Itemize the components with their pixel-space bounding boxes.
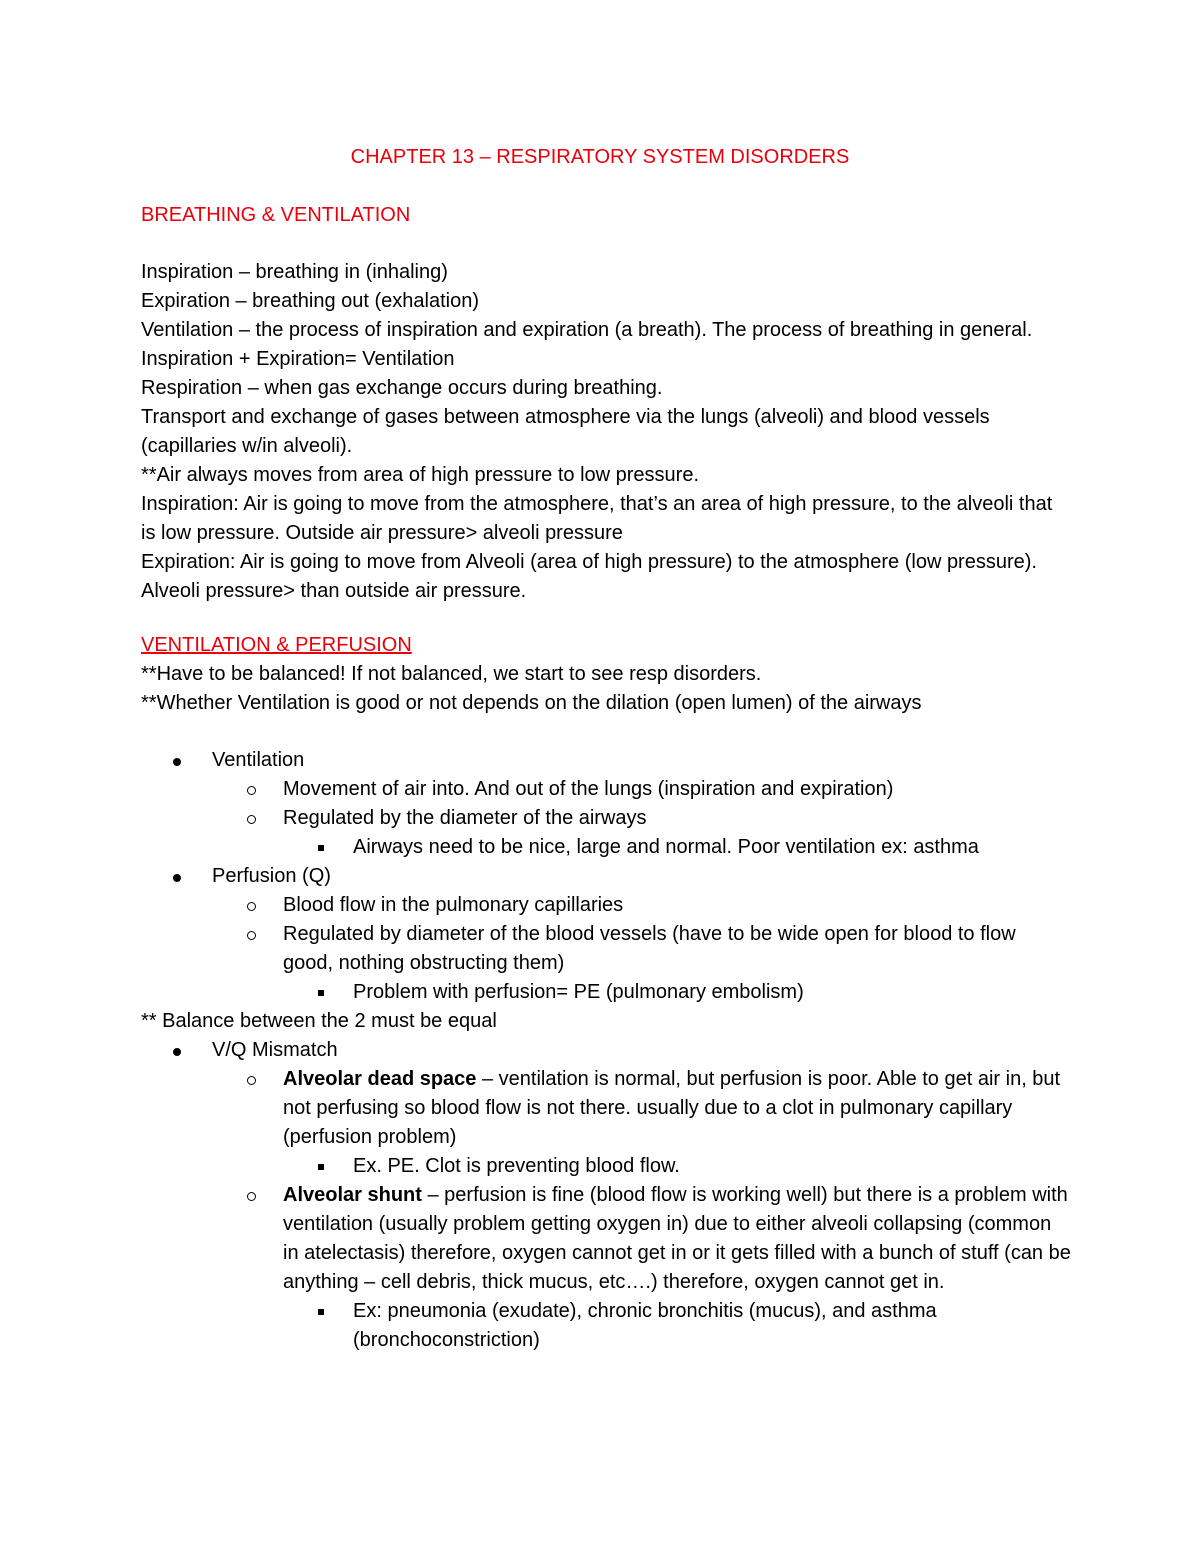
bullet-circle-icon	[247, 804, 256, 833]
note-line: **Whether Ventilation is good or not depends on the dilation (open lumen) of the airways	[141, 692, 922, 714]
definition-line: Transport and exchange of gases between atmosphere via the lungs (alveoli) and blood vessels (capillaries w/in alveoli).	[141, 406, 990, 457]
sub-sub-bullet	[141, 1152, 1071, 1181]
breathing-definitions	[141, 258, 1071, 606]
bullet-ventilation	[141, 746, 1071, 775]
bullet-vq-mismatch	[141, 1036, 1071, 1065]
bullet-square-icon	[318, 978, 324, 1007]
vp-outline	[141, 746, 1071, 1355]
sub-sub-bullet-text: Ex. PE. Clot is preventing blood flow.	[353, 1155, 680, 1177]
bullet-circle-icon	[247, 1181, 256, 1210]
term-shunt: Alveolar shunt	[283, 1184, 422, 1206]
sub-bullet-text: Blood flow in the pulmonary capillaries	[283, 894, 624, 916]
section-vp	[141, 631, 1071, 718]
bullet-perfusion	[141, 862, 1071, 891]
bullet-label: V/Q Mismatch	[212, 1039, 338, 1061]
bullet-dot-icon	[173, 862, 181, 891]
balance-note: ** Balance between the 2 must be equal	[141, 1010, 497, 1032]
sub-sub-bullet-text: Problem with perfusion= PE (pulmonary embolism)	[353, 981, 804, 1003]
sub-bullet-shunt	[141, 1181, 1071, 1297]
term-dead-space: Alveolar dead space	[283, 1068, 477, 1090]
bullet-circle-icon	[247, 1065, 256, 1094]
bullet-square-icon	[318, 1152, 324, 1181]
section-heading-breathing: BREATHING & VENTILATION	[141, 204, 411, 226]
bullet-dot-icon	[173, 1036, 181, 1065]
sub-sub-bullet	[141, 1297, 1071, 1355]
bullet-square-icon	[318, 833, 324, 862]
note-line: **Have to be balanced! If not balanced, we start to see resp disorders.	[141, 663, 762, 685]
sub-sub-bullet-text: Airways need to be nice, large and normal. Poor ventilation ex: asthma	[353, 836, 979, 858]
sub-bullet-text: Movement of air into. And out of the lungs (inspiration and expiration)	[283, 778, 894, 800]
section-breathing	[141, 201, 1071, 230]
sub-sub-bullet	[141, 978, 1071, 1007]
bullet-square-icon	[318, 1297, 324, 1326]
bullet-circle-icon	[247, 891, 256, 920]
sub-sub-bullet	[141, 833, 1071, 862]
sub-bullet-text: Regulated by diameter of the blood vessels (have to be wide open for blood to flow good, nothing obstructing them)	[283, 923, 1016, 974]
bullet-circle-icon	[247, 920, 256, 949]
definition-line: Inspiration – breathing in (inhaling)	[141, 261, 448, 283]
definition-line: Expiration: Air is going to move from Alveoli (area of high pressure) to the atmosphere (low pressure). Alveoli pressure> than outside air pressure.	[141, 551, 1037, 602]
definition-line: Ventilation – the process of inspiration and expiration (a breath). The process of breathing in general. Inspiration + Expiration= Ventilation	[141, 319, 1033, 370]
shunt-text: – perfusion is fine (blood flow is working well) but there is a problem with ventilation (usually problem getting oxygen in) due to either alveoli collapsing (common in atelectasis) therefore, oxygen cannot get in or it gets filled with a bunch of stuff (can be anything – cell debris, thick mucus, etc….) therefore, oxygen cannot get in.	[283, 1184, 1071, 1293]
section-heading-vp: VENTILATION & PERFUSION	[141, 634, 412, 656]
sub-bullet	[141, 804, 1071, 833]
dead-space-text: – ventilation is normal, but perfusion is poor. Able to get air in, but not perfusing so blood flow is not there. usually due to a clot in pulmonary capillary (perfusion problem)	[283, 1068, 1061, 1148]
sub-bullet	[141, 775, 1071, 804]
bullet-circle-icon	[247, 775, 256, 804]
definition-line: Inspiration: Air is going to move from the atmosphere, that’s an area of high pressure, to the alveoli that is low pressure. Outside air pressure> alveoli pressure	[141, 493, 1053, 544]
sub-bullet-text: Regulated by the diameter of the airways	[283, 807, 647, 829]
bullet-dot-icon	[173, 746, 181, 775]
sub-sub-bullet-text: Ex: pneumonia (exudate), chronic bronchitis (mucus), and asthma (bronchoconstriction)	[353, 1300, 937, 1351]
chapter-title: CHAPTER 13 – RESPIRATORY SYSTEM DISORDERS	[350, 146, 850, 168]
bullet-label: Perfusion (Q)	[212, 865, 331, 887]
definition-line: Respiration – when gas exchange occurs during breathing.	[141, 377, 663, 399]
definition-line: Expiration – breathing out (exhalation)	[141, 290, 479, 312]
definition-line: **Air always moves from area of high pressure to low pressure.	[141, 464, 700, 486]
bullet-label: Ventilation	[212, 749, 305, 771]
sub-bullet	[141, 920, 1071, 978]
sub-bullet	[141, 891, 1071, 920]
sub-bullet-dead-space	[141, 1065, 1071, 1152]
